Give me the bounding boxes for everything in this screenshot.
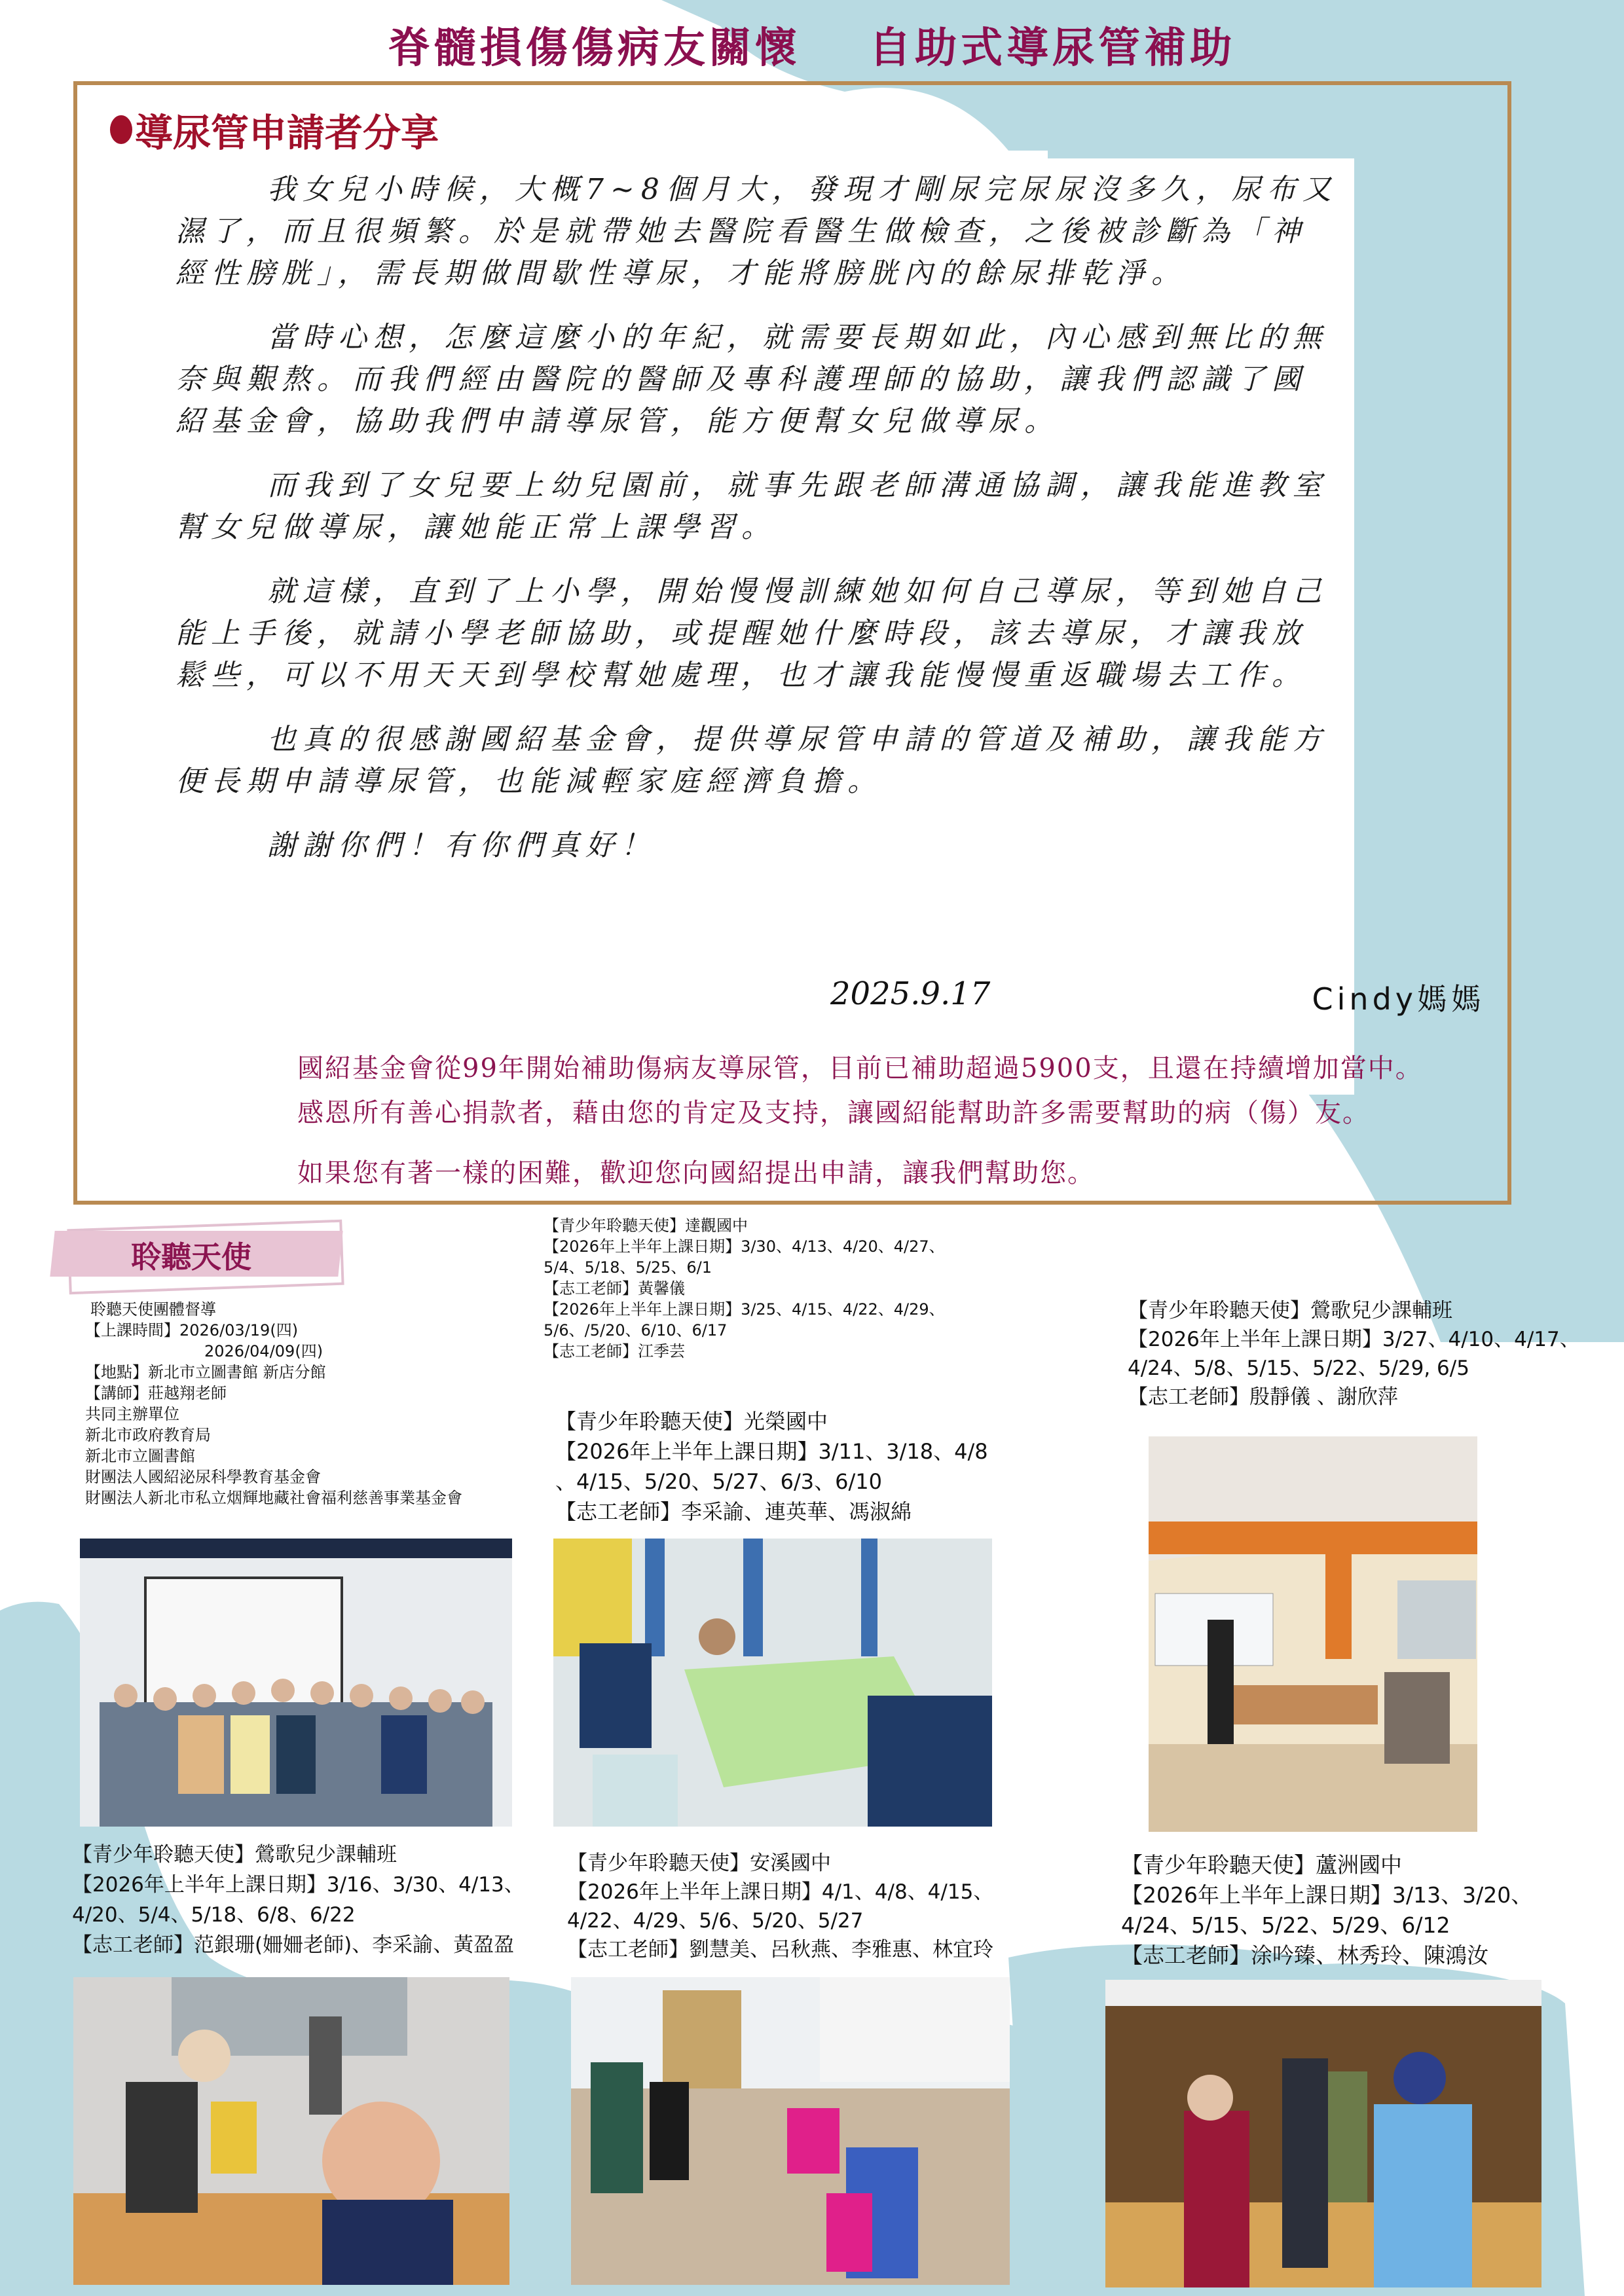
- program-line: 【青少年聆聽天使】光榮國中: [555, 1409, 828, 1434]
- co-organizer: 新北市立圖書館: [85, 1447, 195, 1465]
- foundation-closing-text: [297, 1046, 1489, 1195]
- program-line: 【2026年上半年上課日期】3/27、4/10、4/17、: [1128, 1328, 1580, 1351]
- page-title-left: 脊髓損傷傷病友關懷: [388, 24, 801, 73]
- program-yingge-right: [1128, 1296, 1580, 1412]
- bullet-dot-icon: [110, 115, 132, 144]
- program-line: 【志工老師】范銀珊(姍姍老師)、李采諭、黃盈盈: [72, 1933, 515, 1957]
- program-line: 【青少年聆聽天使】達觀國中: [544, 1216, 748, 1235]
- photo-luzhou-group: [1105, 1980, 1541, 2287]
- letter-signature: Cindy媽媽: [1312, 981, 1485, 1017]
- photo-yingge-classroom: [1149, 1436, 1477, 1832]
- card-heading: [110, 102, 439, 157]
- program-line: 【志工老師】涂吟臻、林秀玲、陳鴻汝: [1121, 1942, 1488, 1968]
- card-heading-text: 導尿管申請者分享: [135, 111, 439, 155]
- letter-date-signature: [830, 975, 1485, 1019]
- co-organizer: 財團法人新北市私立烟輝地藏社會福利慈善事業基金會: [85, 1489, 462, 1507]
- program-line: 【志工老師】黃馨儀: [544, 1279, 685, 1298]
- letter-date: 2025.9.17: [830, 975, 991, 1012]
- photo-image: [1105, 1980, 1541, 2287]
- letter-card: [73, 81, 1511, 1205]
- program-line: 【2026年上半年上課日期】3/11、3/18、4/8: [555, 1439, 988, 1464]
- class-time-2: 2026/04/09(四): [204, 1342, 323, 1360]
- photo-image: [73, 1977, 509, 2285]
- program-anxi: [567, 1849, 993, 1964]
- page-title-right: 自助式導尿管補助: [869, 24, 1236, 73]
- program-line: 4/24、5/15、5/22、5/29、6/12: [1121, 1912, 1450, 1938]
- program-line: 【志工老師】江季芸: [544, 1342, 685, 1360]
- program-line: 【2026年上半年上課日期】3/16、3/30、4/13、: [72, 1873, 525, 1897]
- program-line: 5/6、/5/20、6/10、6/17: [544, 1321, 728, 1339]
- photo-image: [571, 1977, 1010, 2285]
- letter-paragraph: 而我到了女兒要上幼兒園前，就事先跟老師溝通協調，讓我能進教室幫女兒做導尿，讓她能正常上課學習。: [175, 469, 1328, 544]
- group-supervision-title: 聆聽天使團體督導: [90, 1300, 216, 1319]
- program-daguan: [544, 1215, 945, 1362]
- program-line: 【青少年聆聽天使】蘆洲國中: [1121, 1852, 1402, 1878]
- program-line: 4/24、5/8、5/15、5/22、5/29, 6/5: [1128, 1357, 1469, 1380]
- closing-line: 國紹基金會從99年開始補助傷病友導尿管，目前已補助超過5900支，且還在持續增加當中。: [297, 1053, 1423, 1084]
- program-line: 【青少年聆聽天使】安溪國中: [567, 1851, 831, 1875]
- photo-yingge-selfie: [73, 1977, 509, 2285]
- program-line: 4/22、4/29、5/6、5/20、5/27: [567, 1909, 864, 1933]
- photo-image: [80, 1539, 512, 1827]
- program-line: 【2026年上半年上課日期】3/25、4/15、4/22、4/29、: [544, 1300, 945, 1319]
- program-line: 【2026年上半年上課日期】3/30、4/13、4/20、4/27、: [544, 1237, 945, 1256]
- program-line: 【2026年上半年上課日期】4/1、4/8、4/15、: [567, 1880, 994, 1904]
- letter-paragraph: 也真的很感謝國紹基金會，提供導尿管申請的管道及補助，讓我能方便長期申請導尿管，也能減輕家庭經濟負擔。: [175, 723, 1328, 798]
- photo-group-supervision: [80, 1539, 512, 1827]
- class-location: 【地點】新北市立圖書館 新店分館: [85, 1363, 326, 1381]
- group-supervision-info: [85, 1299, 462, 1508]
- section-tag-listening-angels: [52, 1224, 354, 1277]
- class-lecturer: 【講師】莊越翔老師: [85, 1384, 227, 1402]
- program-line: 【青少年聆聽天使】鶯歌兒少課輔班: [1128, 1299, 1452, 1322]
- class-time: 【上課時間】2026/03/19(四): [85, 1321, 299, 1339]
- program-line: 【志工老師】李采諭、連英華、馮淑綿: [555, 1499, 912, 1524]
- program-luzhou: [1121, 1850, 1532, 1971]
- page-title: [0, 14, 1624, 75]
- co-organizer: 財團法人國紹泌尿科學教育基金會: [85, 1468, 321, 1486]
- closing-line: 如果您有著一樣的困難，歡迎您向國紹提出申請，讓我們幫助您。: [297, 1158, 1095, 1188]
- program-line: 4/20、5/4、5/18、6/8、6/22: [72, 1903, 356, 1927]
- program-line: 【2026年上半年上課日期】3/13、3/20、: [1121, 1882, 1533, 1908]
- section-title: 聆聽天使: [131, 1239, 251, 1275]
- closing-line: 感恩所有善心捐款者，藉由您的肯定及支持，讓國紹能幫助許多需要幫助的病（傷）友。: [297, 1098, 1370, 1128]
- program-line: 【青少年聆聽天使】鶯歌兒少課輔班: [72, 1843, 397, 1867]
- program-line: 5/4、5/18、5/25、6/1: [544, 1258, 712, 1277]
- photo-anxi-floor: [571, 1977, 1010, 2285]
- letter-paragraph: 我女兒小時候，大概7~8個月大，發現才剛尿完尿尿沒多久，尿布又濕了，而且很頻繁。於是就帶她去醫院看醫生做檢查，之後被診斷為「神經性膀胱」，需長期做間歇性導尿，才能將膀胱內的餘尿排乾淨。: [175, 173, 1338, 290]
- program-line: 【志工老師】劉慧美、呂秋燕、李雅惠、林宜玲: [567, 1938, 993, 1961]
- letter-paragraph: 就這樣，直到了上小學，開始慢慢訓練她如何自己導尿，等到她自己能上手後，就請小學老師協助，或提醒她什麼時段，該去導尿，才讓我放鬆些，可以不用天天到學校幫她處理，也才讓我能慢慢重返職場去工作。: [175, 575, 1328, 692]
- co-organizers-title: 共同主辦單位: [85, 1405, 179, 1423]
- photo-image: [1149, 1436, 1477, 1832]
- co-organizer: 新北市政府教育局: [85, 1426, 211, 1444]
- program-line: 、4/15、5/20、5/27、6/3、6/10: [555, 1469, 882, 1494]
- handwritten-letter: [175, 158, 1354, 1095]
- letter-paragraph: 謝謝你們！有你們真好！: [267, 829, 656, 862]
- photo-image: [553, 1539, 992, 1827]
- program-line: 【志工老師】殷靜儀 、謝欣萍: [1128, 1385, 1398, 1409]
- program-yingge-left: [72, 1840, 525, 1960]
- program-guangrong: [555, 1406, 988, 1527]
- photo-guangrong-classroom: [553, 1539, 992, 1827]
- letter-paragraph: 當時心想，怎麼這麼小的年紀，就需要長期如此，內心感到無比的無奈與艱熬。而我們經由醫院的醫師及專科護理師的協助，讓我們認識了國紹基金會，協助我們申請導尿管，能方便幫女兒做導尿。: [175, 321, 1328, 438]
